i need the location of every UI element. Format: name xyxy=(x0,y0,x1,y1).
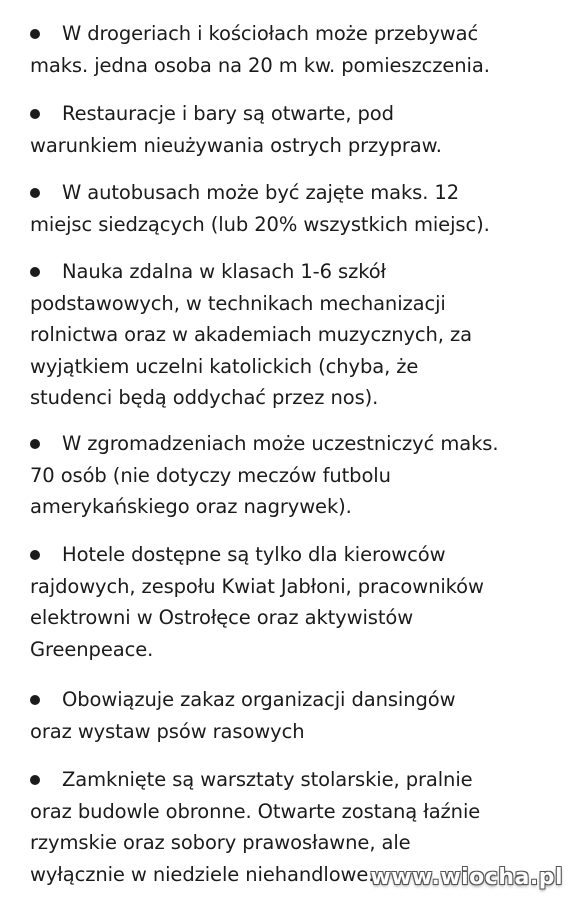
list-item-line: Zamknięte są warsztaty stolarskie, pralnie xyxy=(62,768,473,791)
bullet-dot-icon xyxy=(30,695,40,705)
list-item-line: rajdowych, zespołu Kwiat Jabłoni, pracowników xyxy=(30,574,484,598)
list-item-line: studenci będą oddychać przez nos). xyxy=(30,386,379,409)
list-item-line: wyjątkiem uczelni katolickich (chyba, że xyxy=(30,354,419,378)
list-item-line: oraz budowle obronne. Otwarte zostaną łaźnie xyxy=(30,799,481,823)
list-item-line: Hotele dostępne są tylko dla kierowców xyxy=(62,543,446,566)
list-item-line: warunkiem nieużywania ostrych przypraw. xyxy=(30,133,442,157)
list-item-line: elektrowni w Ostrołęce oraz aktywistów xyxy=(30,606,414,629)
list-item-line: Greenpeace. xyxy=(30,637,154,661)
list-item-line: Restauracje i bary są otwarte, pod xyxy=(62,102,394,125)
list-item-line: Obowiązuje zakaz organizacji dansingów xyxy=(62,688,456,711)
list-item-line: oraz wystaw psów rasowych xyxy=(30,719,305,743)
list-item-line: rzymskie oraz sobory prawosławne, ale xyxy=(30,831,411,854)
list-item-line: 70 osób (nie dotyczy meczów futbolu xyxy=(30,463,391,487)
bullet-dot-icon xyxy=(30,439,40,449)
list-item-line: rolnictwa oraz w akademiach muzycznych, za xyxy=(30,323,472,346)
list-item-line: podstawowych, w technikach mechanizacji xyxy=(30,291,446,315)
bullet-dot-icon xyxy=(30,550,40,560)
list-item-line: amerykańskiego oraz nagrywek). xyxy=(30,495,352,518)
list-item-line: miejsc siedzących (lub 20% wszystkich miejsc). xyxy=(30,212,490,236)
watermark: www.wiocha.pl xyxy=(370,865,563,890)
list-item-line: W autobusach może być zajęte maks. 12 xyxy=(62,181,460,204)
bullet-dot-icon xyxy=(30,775,40,785)
list-item-line: Nauka zdalna w klasach 1-6 szkół xyxy=(62,260,386,283)
bullet-dot-icon xyxy=(30,29,40,39)
bullet-dot-icon xyxy=(30,267,40,277)
bullet-dot-icon xyxy=(30,109,40,119)
bullet-dot-icon xyxy=(30,188,40,198)
list-item-line: maks. jedna osoba na 20 m kw. pomieszczenia. xyxy=(30,53,490,77)
list-item-line: W zgromadzeniach może uczestniczyć maks. xyxy=(62,432,499,455)
list-item-line: wyłącznie w niedziele niehandlowe. xyxy=(30,862,375,886)
list-item-line: W drogeriach i kościołach może przebywać xyxy=(62,22,479,45)
